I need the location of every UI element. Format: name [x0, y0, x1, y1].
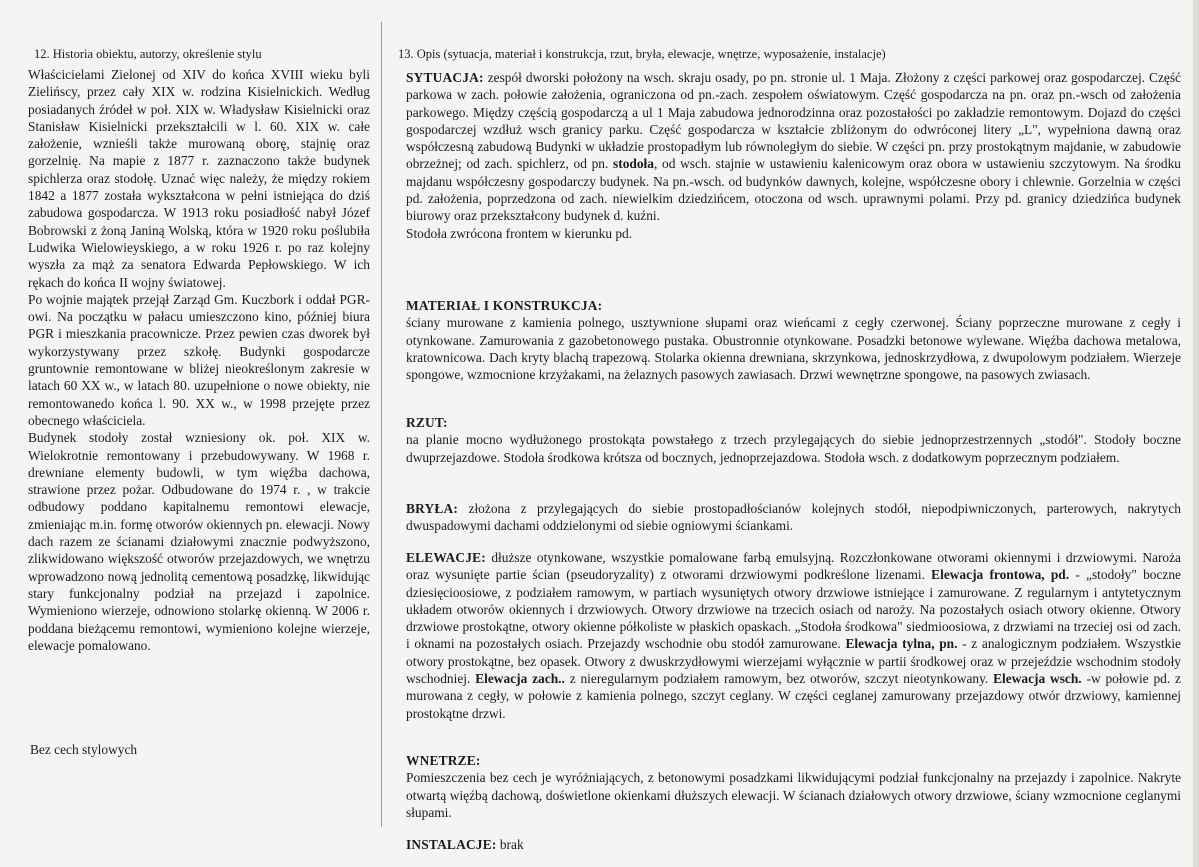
style-note: Bez cech stylowych [30, 742, 138, 757]
description-heading: 13. Opis (sytuacja, materiał i konstrukcja, rzut, bryła, elewacje, wnętrze, wyposażenie, instalacje) [398, 47, 886, 61]
material-text: ściany murowane z kamienia polnego, usztywnione słupami oraz wieńcami z cegły czerwonej. Ściany poprzeczne murowane z cegły i otynkowane. Zamurowania z gazobetonowego pustaka. Obustronnie otynkowane. Posadzki betonowe wylewane. Więźba dachowa metalowa, kratownicowa. Dach kryty blachą trapezową. Stolarka okienna drewniana, skrzynkowa, jednoskrzydłowa, z dwupolowym podziałem. Wierzeje spongowe, wzmocnione krzyżakami, na żelaznych pasowych zawiasach. Drzwi wewnętrzne spongowe, na pasowych zwiasach. [406, 315, 1181, 383]
elewacja-tylna-label: Elewacja tylna, pn. [845, 636, 958, 652]
rzut-label: RZUT: [406, 415, 448, 430]
history-paragraph-3: Budynek stodoły został wzniesiony ok. poł. XIX w. Wielokrotnie remontowany i przebudowywany. W 1968 r. drewniane elementy budowli, w tym więźba dachowa, strawione przez pożar. Odbudowane do 1974 r. , w trakcie odbudowy poddano kapitalnemu remontowi elewacje, zmieniając m.in. formę otworów okiennych pn. elewacji. Nowy dach razem ze ścianami działowymi znacznie podwyższono, zlikwidowano większość otworów przejazdowych, we wnętrzu wprowadzono nową jednolitą cementową posadzkę, likwidując stary funkcjonalny podział na przejazd i zapolnice. Wymieniono wierzeje, odnowiono stolarkę okienną. W 2006 r. poddana bieżącemu remontowi, wymieniono kolejne wierzeje, elewacje pomalowano. [28, 430, 370, 653]
bryla-paragraph [406, 500, 1181, 535]
elewacje-text-1: dłuższe otynkowane, wszystkie pomalowane farbą emulsyjną. Rozczłonkowane otworami okiennymi i drzwiowymi. Naroża oraz wysunięte partie ścian (pseudoryzality) z otworami drzwiowymi podkreślone lizenami. [406, 550, 1181, 583]
sytuacja-bold: stodoła [613, 156, 654, 172]
elewacje-text-2: - „stodoły" boczne dziesięcioosiowe, z podziałem ramowym, w partiach wysuniętych otwory drzwiowe istniejące i zamurowane. Z regularnym i antytetycznym układem otworów okiennych i drzwiowych. Otwory drzwiowe na trzecich osiach od naroży. Na pozostałych osiach otwory okienne. Otwory drzwiowe prostokątne, otwory okienne półkoliste w płaskich opaskach. „Stodoła środkowa" siedmioosiowa, z drzwiami na trzeciej osi od zach. i oknami na pozostałych osiach. Przejazdy wschodnie obu stodół zamurowane. [406, 567, 1181, 652]
section-instalacje [406, 836, 1181, 853]
section-wnetrze [406, 752, 1181, 821]
history-text [28, 66, 370, 654]
rzut-text: na planie mocno wydłużonego prostokąta powstałego z trzech przylegających do siebie jednoprzestrzennych „stodół". Stodoły boczne dwuprzejazdowe. Stodoła środkowa krótsza od bocznych, jednoprzejazdowa. Stodoła wsch. z dodatkowym poprzecznym podziałem. [406, 432, 1181, 465]
elewacje-label: ELEWACJE: [406, 550, 486, 565]
wnetrze-label: WNETRZE: [406, 753, 481, 768]
material-label: MATERIAŁ I KONSTRUKCJA: [406, 298, 603, 313]
elewacja-zach-label: Elewacja zach.. [475, 671, 565, 687]
sytuacja-text-3: Stodoła zwrócona frontem w kierunku pd. [406, 225, 633, 241]
elewacja-wsch-label: Elewacja wsch. [993, 671, 1082, 687]
sytuacja-text-2: , od wsch. stajnie w ustawieniu kalenicowym oraz obora w ustawieniu szczytowym. Na środku majdanu współczesny gospodarczy budynek. Na pn.-wsch. od budynków dawnych, kolejne, współczesne obory i chlewnie. Gorzelnia w części pd. założenia, poprzedzona od zach. niewielkim dziedzińcem, otoczona od wsch. uprawnymi polami. Przy pd. granicy dziedzińca budynek biurowy oraz przekształcony budynek d. kuźni. [406, 156, 1181, 224]
section-sytuacja [406, 69, 1181, 242]
instalacje-label: INSTALACJE: [406, 837, 497, 852]
history-heading: 12. Historia obiektu, autorzy, określenie stylu [34, 47, 262, 61]
section-elewacje [406, 549, 1181, 722]
elewacje-text-5: -w połowie pd. z murowana z cegły, w połowie z kamienia polnego, szczyt ceglany. W części ceglanej zamurowany przejazdowy otwór drzwiowy, kamiennej prostokątne drzwi. [406, 671, 1181, 721]
page-edge [1193, 0, 1199, 867]
elewacje-text-3: - z analogicznym podziałem. Wszystkie otwory prostokątne, bez opasek. Otwory z dwuskrzydłowymi wierzejami wyłącznie w partii środkowej oraz w przejeździe wschodnim stodoły wschodniej. [406, 636, 1181, 687]
bryla-label: BRYŁA: [406, 501, 459, 516]
sytuacja-text-1: zespół dworski położony na wsch. skraju osady, po pn. stronie ul. 1 Maja. Złożony z części parkowej oraz gospodarczej. Część parkowa w zach. połowie założenia, ograniczona od pn.-zach. zespołem oświatowym. Część gospodarcza na pn. oraz pn.-wsch od założenia parkowego. Między częścią gospodarczą a ul 1 Maja zabudowa jednorodzinna oraz pozostałości po zakładzie remontowym. Dojazd do części gospodarczej wzdłuż wsch granicy parku. Część gospodarcza w kształcie zbliżonym do odwróconej litery „L", wypełniona dawną oraz współczesną zabudową Budynki w układzie prostopadłym lub równoległym do siebie. W części pn. przy prostokątnym majdanie, w zabudowie obrzeżnej; od zach. spichlerz, od pn. [406, 70, 1181, 172]
instalacje-text: brak [496, 837, 524, 852]
wnetrze-text: Pomieszczenia bez cech je wyróżniających, z betonowymi posadzkami likwidującymi podział funkcjonalny na przejazdy i zapolnice. Nakryte otwartą więźbą dachową, doświetlone okienkami dłuższych elewacji. W ścianach działowych otwory drzwiowe, ściany wzmocnione ceglanymi słupami. [406, 770, 1181, 820]
section-material [406, 297, 1181, 383]
history-paragraph-1: Właścicielami Zielonej od XIV do końca XVIII wieku byli Zielińscy, przez cały XIX w. rodzina Kisielnickich. Według posiadanych źródeł w poł. XIX w. Władysław Kisielnicki oraz Stanisław Kisielnicki przekształcili w l. 60. XIX w. całe założenie, wznieśli także murowaną oborę, stajnię oraz gorzelnię. Na mapie z 1877 r. zaznaczono także budynek spichlerza oraz stodołę. Uznać więc należy, że między rokiem 1842 a 1877 została wykształcona w pełni istniejąca do dziś zabudowa gospodarcza. W 1913 roku posiadłość nabył Józef Bobrowski z żoną Janiną Wolską, która w 1920 roku poślubiła Ludwika Wielowieyskiego, a w roku 1926 r. po raz kolejny wyszła za mąż za senatora Edwarda Pepłowskiego. W ich rękach do końca II wojny światowej. [28, 67, 370, 290]
section-bryla [406, 500, 1181, 535]
section-rzut [406, 414, 1181, 466]
column-divider [381, 22, 382, 827]
elewacje-paragraph [406, 549, 1181, 722]
bryla-text: złożona z przylegających do siebie prostopadłościanów kolejnych stodół, niepodpiwniczonych, parterowych, nakrytych dwuspadowymi dachami oddzielonymi od siebie ogniowymi ściankami. [406, 501, 1181, 534]
sytuacja-paragraph [406, 69, 1181, 225]
elewacja-frontowa-label: Elewacja frontowa, pd. [931, 567, 1070, 583]
instalacje-paragraph [406, 836, 1181, 853]
history-paragraph-2: Po wojnie majątek przejął Zarząd Gm. Kuczbork i oddał PGR-owi. Na początku w pałacu umieszczono kino, później biura PGR i mieszkania pracownicze. Przez pewien czas dworek był wykorzystywany przez szkołę. Budynki gospodarcze gruntownie remontowane w bliżej nieokreślonym zakresie w latach 60 XX w., w latach 80. uzupełnione o nowe obiekty, nie remontowanedo końca l. 90. XX w., w 1998 przejęte przez obecnego właściciela. [28, 291, 370, 428]
elewacje-text-4: z nieregularnym podziałem ramowym, bez otworów, szczyt nieotynkowany. [564, 671, 994, 687]
sytuacja-label: SYTUACJA: [406, 70, 484, 85]
